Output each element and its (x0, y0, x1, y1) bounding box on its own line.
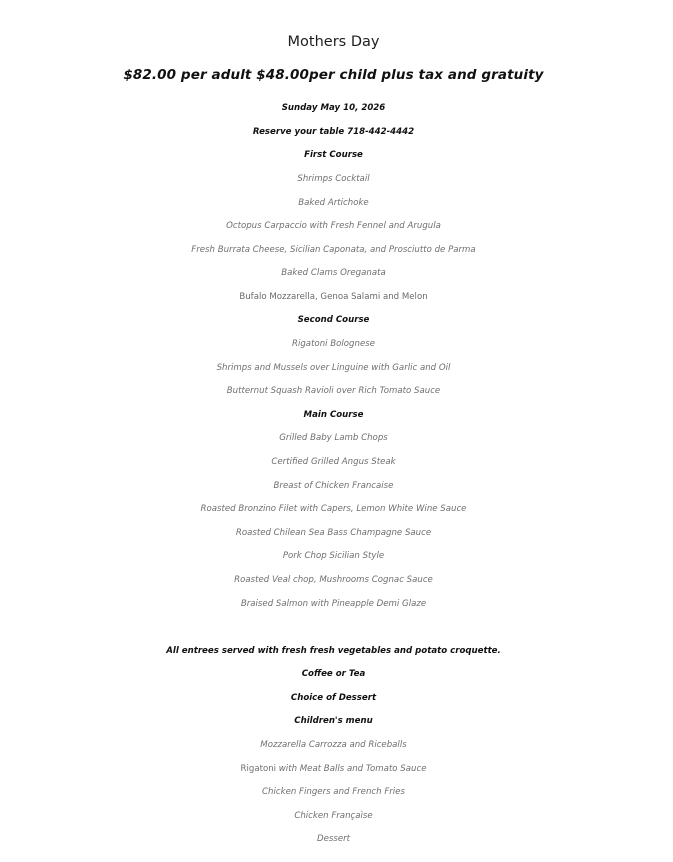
menu-item: Butternut Squash Ravioli over Rich Tomato Sauce (226, 386, 441, 396)
menu-item: Dessert (316, 834, 351, 844)
coffee-or-tea: Coffee or Tea (301, 669, 366, 679)
menu-item: Octopus Carpaccio with Fresh Fennel and Arugula (226, 221, 441, 231)
menu-item: Braised Salmon with Pineapple Demi Glaze (240, 599, 427, 609)
menu-item-rest: with Meat Balls and Tomato Sauce (276, 764, 427, 774)
entree-note: All entrees served with fresh fresh vegetables and potato croquette. (166, 646, 501, 656)
menu-item (0, 764, 667, 774)
menu-item: Breast of Chicken Francaise (273, 481, 394, 491)
main-course-heading: Main Course (303, 410, 364, 420)
page-title: Mothers Day (287, 34, 380, 50)
first-course-heading: First Course (304, 150, 363, 160)
menu-item: Fresh Burrata Cheese, Sicilian Caponata, and Prosciutto de Parma (191, 245, 476, 255)
childrens-menu-heading: Children's menu (294, 716, 373, 726)
menu-item: Pork Chop Sicilian Style (282, 551, 385, 561)
menu-item: Shrimps Cocktail (297, 174, 370, 184)
menu-item: Baked Artichoke (298, 198, 369, 208)
menu-item: Roasted Chilean Sea Bass Champagne Sauce (235, 528, 432, 538)
choice-of-dessert: Choice of Dessert (290, 693, 377, 703)
menu-item: Certified Grilled Angus Steak (271, 457, 396, 467)
menu-item: Bufalo Mozzarella, Genoa Salami and Melon (239, 292, 428, 302)
pricing-line: $82.00 per adult $48.00per child plus tax and gratuity (123, 67, 544, 83)
menu-item: Chicken Fingers and French Fries (262, 787, 405, 797)
menu-item: Mozzarella Carrozza and Riceballs (260, 740, 407, 750)
menu-item: Rigatoni Bolognese (291, 339, 376, 349)
menu-item: Roasted Bronzino Filet with Capers, Lemon White Wine Sauce (200, 504, 467, 514)
menu-item: Baked Clams Oreganata (281, 268, 386, 278)
menu-item-first-word: Rigatoni (240, 764, 277, 774)
event-date: Sunday May 10, 2026 (281, 103, 386, 113)
menu-item: Shrimps and Mussels over Linguine with Garlic and Oil (216, 363, 451, 373)
menu-item: Chicken Françaìse (294, 811, 373, 821)
menu-item: Roasted Veal chop, Mushrooms Cognac Sauce (234, 575, 433, 585)
menu-item: Grilled Baby Lamb Chops (279, 433, 388, 443)
second-course-heading: Second Course (297, 315, 370, 325)
reservation-phone: Reserve your table 718-442-4442 (252, 127, 415, 137)
